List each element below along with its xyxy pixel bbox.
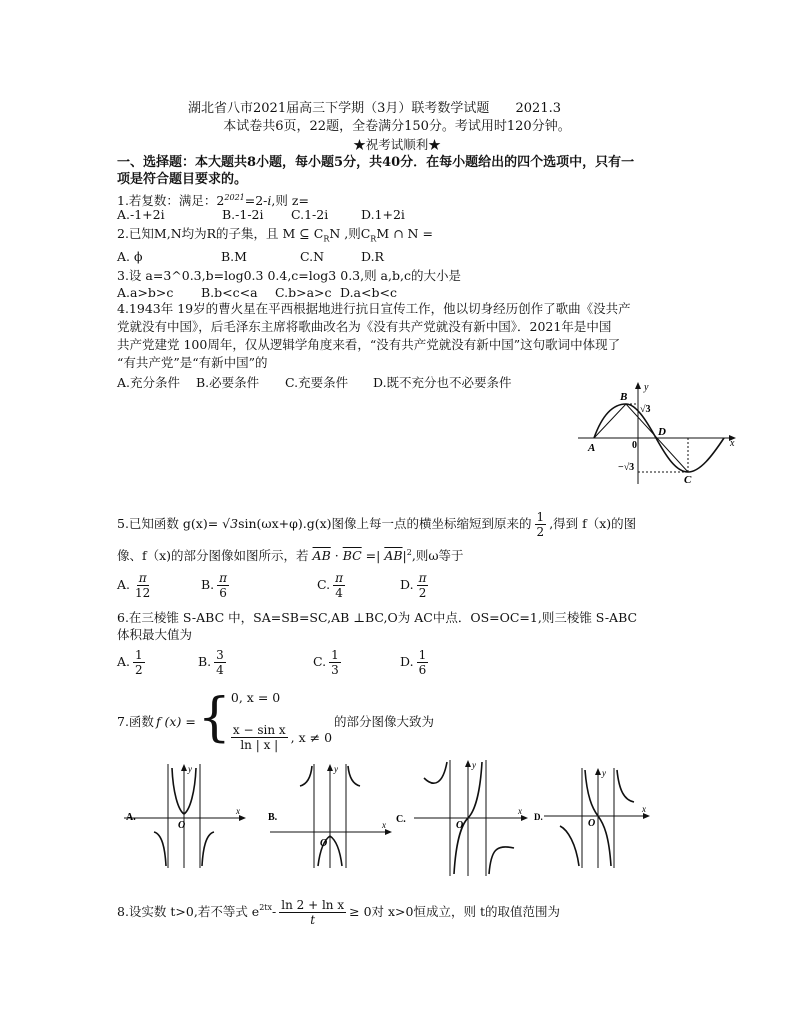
q1-option-a[interactable]: A.-1+2i — [117, 207, 165, 222]
question-8: 8.设实数 t>0,若不等式 e $^{2tx}$ - $\frac{\text{ln 2 + ln x}}{t}$ ≥ 0对 x>0恒成立，则 t的取值范围为 — [117, 897, 560, 927]
label-y: y — [644, 382, 649, 393]
question-2: 2.已知M,N均为R的子集，且 M ⊆ $C_RN$ ,则$C_RM$ ∩ N = — [117, 226, 433, 244]
graph-a-y: y — [188, 764, 192, 774]
question-6-line-2: 体积最大值为 — [117, 627, 193, 642]
graph-c-x: x — [518, 806, 522, 816]
label-sqrt3: √3 — [640, 404, 651, 415]
q1-option-c[interactable]: C.1-2i — [291, 207, 329, 222]
question-7: 7.函数 f (x) = { 0, x = 0 $\frac{\text{x − sin x}}{\ln | x |}$ , x ≠ 0 的部分图像大致为 — [117, 688, 435, 752]
graph-d-x: x — [642, 804, 646, 814]
q3-option-a[interactable]: A.a>b>c — [117, 285, 174, 300]
q2-option-d[interactable]: D.R — [361, 249, 384, 264]
q7-graph-a[interactable] — [118, 762, 248, 870]
q6-option-a[interactable]: A. $\frac{1}{2}$ — [117, 648, 143, 677]
question-1: 1.若复数：满足：$2^{2021}=2-i$,则 z= — [117, 193, 309, 209]
q6-option-b[interactable]: B. $\frac{3}{4}$ — [198, 648, 224, 677]
piecewise-cases: 0, x = 0 $\frac{\text{x − sin x}}{\ln | x |}$ , x ≠ 0 — [230, 690, 333, 752]
question-4-line-4: “有共产党”是“有新中国”的 — [117, 355, 268, 370]
q2-option-a[interactable]: A. ϕ — [117, 249, 143, 264]
label-origin: 0 — [632, 440, 637, 451]
graph-c-y: y — [472, 760, 476, 770]
graph-d-y: y — [602, 768, 606, 778]
graph-d-origin: O — [588, 818, 596, 829]
question-6-line-1: 6.在三棱锥 S-ABC 中，SA=SB=SC,AB ⊥BC,O为 AC中点．OS=OC=1,则三棱锥 S-ABC — [117, 610, 638, 625]
q4-option-c[interactable]: C.充要条件 — [285, 375, 349, 390]
graph-a-origin: O — [178, 820, 186, 831]
q8-fraction: $\frac{\text{ln 2 + ln x}}{t}$ — [281, 897, 345, 927]
graph-b-label: B. — [268, 812, 278, 823]
label-neg-sqrt3: −√3 — [618, 462, 635, 473]
q2-option-c[interactable]: C.N — [300, 249, 325, 264]
label-c: C — [684, 474, 692, 486]
vector-ab-abs: $\overline{AB}$ — [384, 548, 403, 564]
q4-option-b[interactable]: B.必要条件 — [196, 375, 260, 390]
graph-a-label: A. — [126, 812, 136, 823]
vector-ab: $\overline{AB}$ — [312, 548, 331, 564]
question-5-line-1: 5.已知函数 g(x)= √3sin(ωx+φ).g(x)图像上每一点的横坐标缩短到原来的 $\frac{1}{2}$ ,得到 f（x)的图 — [117, 510, 637, 539]
section-heading: 一、选择题：本大题共8小题，每小题5分，共40分．在每小题给出的四个选项中，只有一 — [117, 155, 635, 170]
label-a: A — [588, 442, 596, 454]
sqrt3: √3 — [222, 516, 239, 531]
title-text: 湖北省八市2021届高三下学期（3月）联考数学试题 — [188, 101, 490, 116]
q4-option-a[interactable]: A.充分条件 — [117, 375, 181, 390]
label-b: B — [620, 391, 628, 403]
q1-option-b[interactable]: B.-1-2i — [222, 207, 264, 222]
question-5-line-2: 像、f（x)的部分图像如图所示，若 $\overline{AB} \cdot \overline{BC}$ =| $\overline{AB}|^2$,则ω等于 — [117, 548, 464, 564]
frac-half: $\frac{1}{2}$ — [536, 510, 545, 539]
graph-b-y: y — [334, 764, 338, 774]
q2-option-b[interactable]: B.M — [221, 249, 247, 264]
q1-option-d[interactable]: D.1+2i — [361, 207, 405, 222]
graph-c-origin: O — [456, 820, 464, 831]
exam-wish: ★祝考试顺利★ — [353, 137, 441, 152]
q7-graph-c[interactable] — [396, 758, 530, 878]
graph-a-x: x — [236, 806, 240, 816]
graph-b-origin: O — [320, 838, 328, 849]
q7-graph-b[interactable] — [264, 762, 394, 870]
vector-bc: $\overline{BC}$ — [342, 548, 362, 564]
exam-title — [188, 101, 561, 117]
q3-option-c[interactable]: C.b>a>c — [275, 285, 332, 300]
q5-option-b[interactable]: B. $\frac{\pi}{6}$ — [201, 571, 228, 600]
graph-d-label: D. — [534, 812, 543, 822]
exam-date: 2021.3 — [515, 101, 561, 116]
q3-option-b[interactable]: B.b<c<a — [201, 285, 258, 300]
question-4-line-1: 4.1943年 19岁的曹火星在平西根据地进行抗日宣传工作，他以切身经历创作了歌曲《没共产 — [117, 301, 631, 316]
question-4-line-3: 共产党建党 100周年，仅从逻辑学角度来看，“没有共产党就没有新中国”这句歌词中体现了 — [117, 337, 621, 352]
graph-c-label: C. — [396, 814, 406, 825]
label-x: x — [730, 438, 735, 449]
piecewise-brace: { — [197, 688, 231, 748]
q7-graph-d[interactable] — [534, 766, 652, 870]
q5-sine-graph — [576, 380, 740, 486]
q5-option-a[interactable]: A. $\frac{\pi}{12}$ — [117, 571, 151, 600]
y-axis-arrow — [635, 382, 641, 389]
graph-b-x: x — [382, 820, 386, 830]
q6-option-c[interactable]: C. $\frac{1}{3}$ — [313, 648, 339, 677]
q5-option-d[interactable]: D. $\frac{\pi}{2}$ — [400, 571, 427, 600]
question-4-line-2: 党就没有中国》，后毛泽东主席将歌曲改名为《没有共产党就没有新中国》．2021年是中国 — [117, 319, 612, 334]
q3-option-d[interactable]: D.a<b<c — [340, 285, 397, 300]
q5-option-c[interactable]: C. $\frac{\pi}{4}$ — [317, 571, 343, 600]
exam-info: 本试卷共6页，22题，全卷满分150分。考试用时120分钟。 — [223, 119, 571, 134]
q6-option-d[interactable]: D. $\frac{1}{6}$ — [400, 648, 427, 677]
label-d: D — [658, 426, 666, 438]
section-heading-2: 项是符合题目要求的。 — [117, 172, 248, 187]
q4-option-d[interactable]: D.既不充分也不必要条件 — [373, 375, 512, 390]
question-3: 3.设 a=3^0.3,b=log0.3 0.4,c=log3 0.3,则 a,b,c的大小是 — [117, 268, 461, 283]
